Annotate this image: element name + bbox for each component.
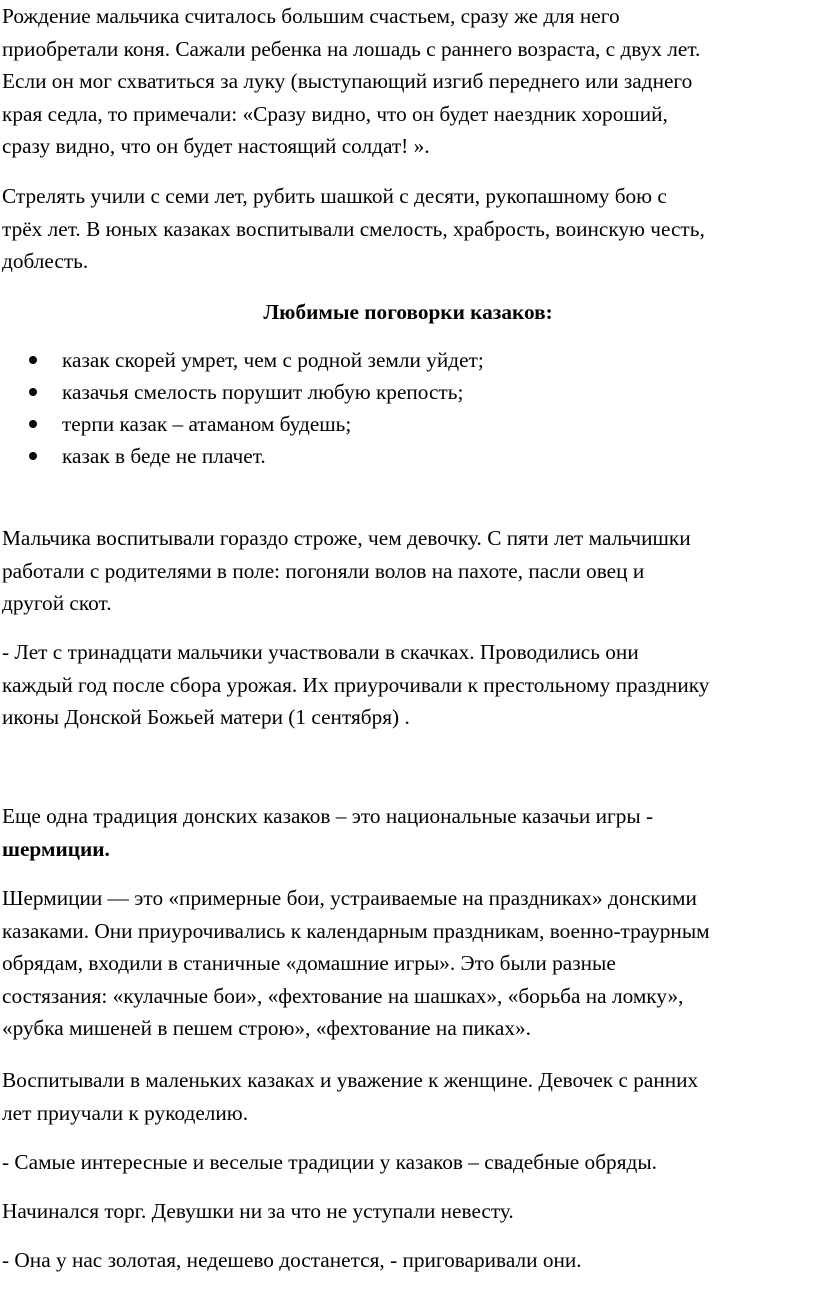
bullet-icon — [29, 388, 37, 396]
list-item: терпи казак – атаманом будешь; — [0, 408, 816, 440]
paragraph-birth: Рождение мальчика считалось большим счастьем, сразу же для него приобретали коня. Сажали ребенка на лошадь с раннего возраста, с двух лет. Если он мог схватиться за луку (выступающий изгиб переднего или заднего края седла, то примечали: «Сразу видно, что он будет наездник хороший, сразу видно, что он будет настоящий солдат! ». — [2, 4, 701, 158]
list-item: казак скорей умрет, чем с родной земли уйдет; — [0, 344, 816, 376]
paragraph-quote: - Она у нас золотая, недешево достанется, - приговаривали они. — [2, 1248, 582, 1272]
paragraph-weddings: - Самые интересные и веселые традиции у казаков – свадебные обряды. — [2, 1150, 657, 1174]
paragraph-games: Еще одна традиция донских казаков – это национальные казачьи игры - шермиции. — [2, 804, 654, 861]
paragraph-shermitsii: Шермиции — это «примерные бои, устраиваемые на праздниках» донскими казаками. Они приурочивались к календарным праздникам, военно-траурным обрядам, входили в станичные «домашние игры». Это были разные состязания: «кулачные бои», «фехтование на шашках», «борьба на ломку», «рубка мишеней в пешем строю», «фехтование на пиках». — [2, 886, 710, 1040]
paragraph-races: - Лет с тринадцати мальчики участвовали в скачках. Проводились они каждый год после сбора урожая. Их приурочивали к престольному празднику иконы Донской Божьей матери (1 сентября) . — [2, 640, 710, 729]
bullet-icon — [29, 452, 37, 460]
bullet-icon — [29, 420, 37, 428]
bullet-icon — [29, 356, 37, 364]
sayings-heading: Любимые поговорки казаков: — [263, 300, 553, 324]
sayings-list — [0, 344, 816, 472]
list-item: казачья смелость порушит любую крепость; — [0, 376, 816, 408]
paragraph-respect: Воспитывали в маленьких казаках и уважение к женщине. Девочек с ранних лет приучали к рукоделию. — [2, 1068, 699, 1125]
list-item: казак в беде не плачет. — [0, 440, 816, 472]
paragraph-boys-upbringing: Мальчика воспитывали гораздо строже, чем девочку. С пяти лет мальчишки работали с родителями в поле: погоняли волов на пахоте, пасли овец и другой скот. — [2, 526, 691, 615]
paragraph-training: Стрелять учили с семи лет, рубить шашкой с десяти, рукопашному бою с трёх лет. В юных казаках воспитывали смелость, храбрость, воинскую честь, доблесть. — [2, 184, 705, 273]
paragraph-bargain: Начинался торг. Девушки ни за что не уступали невесту. — [2, 1199, 514, 1223]
bold-term: шермиции. — [2, 836, 110, 861]
